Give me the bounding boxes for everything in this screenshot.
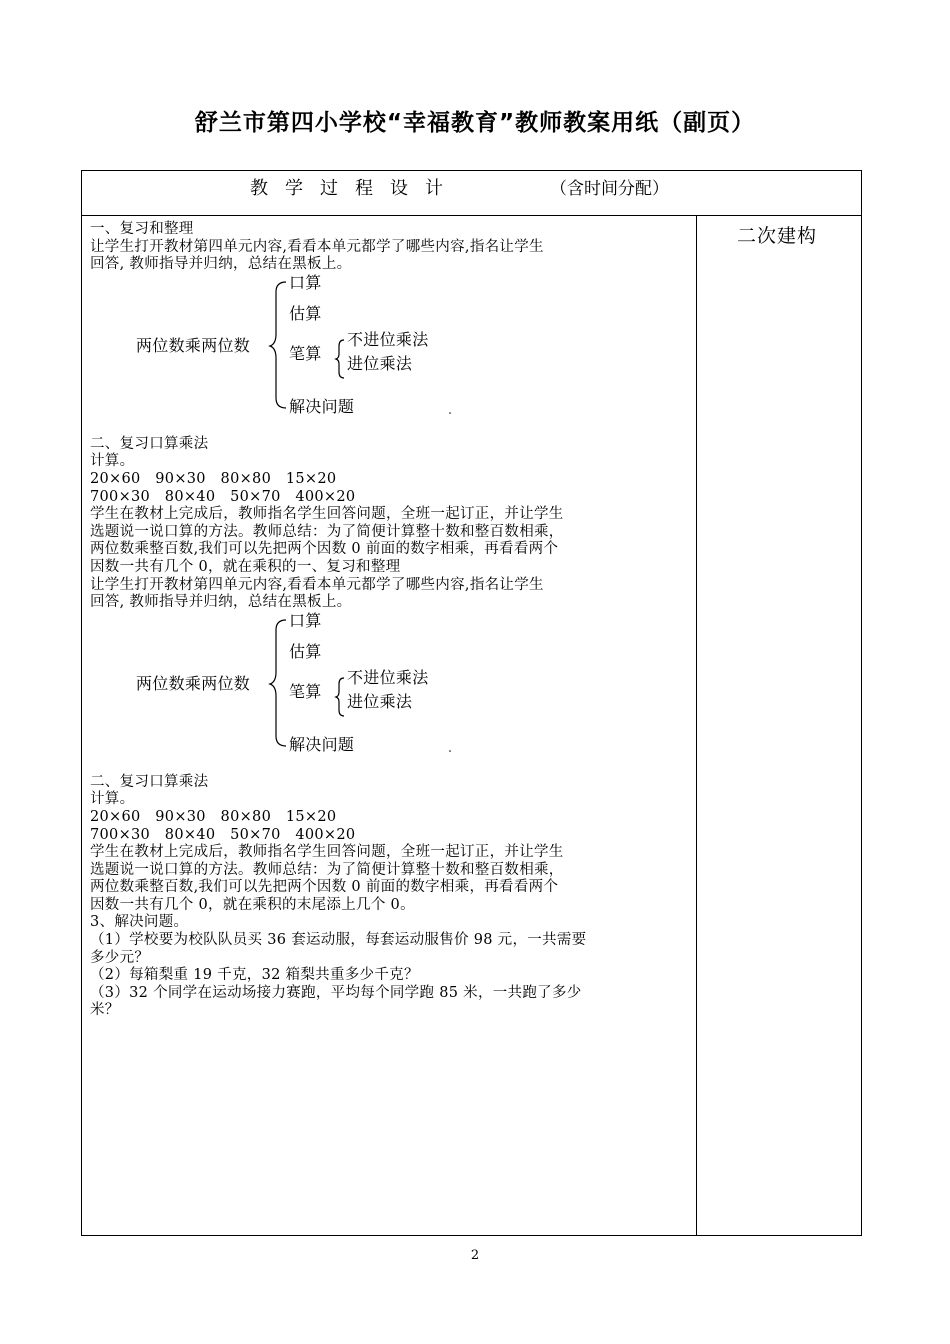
section-heading: 3、解决问题。 — [90, 914, 189, 931]
page-title: 舒兰市第四小学校“幸福教育”教师教案用纸（副页） — [194, 110, 756, 136]
diagram-sub-branch: 进位乘法 — [347, 691, 413, 711]
lesson-plan-table — [81, 170, 862, 1236]
diagram-branch: 估算 — [289, 641, 322, 661]
section-heading: 二、复习口算乘法 — [90, 773, 209, 790]
diagram-root: 两位数乘两位数 — [136, 673, 251, 693]
diagram-branch: 解决问题 — [289, 734, 355, 754]
question: （2）每箱梨重 19 千克，32 箱梨共重多少千克？ — [90, 967, 419, 984]
question: 多少元？ — [90, 949, 150, 966]
question: （3）32 个同学在运动场接力赛跑，平均每个同学跑 85 米，一共跑了多少 — [90, 984, 582, 1001]
diagram-branch: 口算 — [289, 610, 322, 630]
diagram-branch: 解决问题 — [289, 396, 355, 416]
header-note: （含时间分配） — [550, 179, 669, 199]
paragraph: 选题说一说口算的方法。教师总结：为了简便计算整十数和整百数相乘， — [90, 523, 564, 540]
paragraph: 计算。 — [90, 453, 135, 470]
paragraph: 因数一共有几个 0，就在乘积的一、复习和整理 — [90, 558, 401, 575]
page-number: 2 — [470, 1248, 480, 1263]
section-heading: 一、复习和整理 — [90, 221, 194, 237]
diagram-branch: 口算 — [289, 272, 322, 292]
question: 米？ — [90, 1002, 120, 1019]
calc-row: 700×30 80×40 50×70 400×20 — [90, 826, 356, 843]
paragraph: 学生在教材上完成后，教师指名学生回答问题，全班一起订正，并让学生 — [90, 506, 564, 523]
diagram-sub-branch: 不进位乘法 — [347, 329, 429, 349]
paragraph: 回答, 教师指导并归纳，总结在黑板上。 — [90, 256, 352, 273]
header-main: 教学过程设计 — [250, 178, 460, 199]
diagram-sub-branch: 不进位乘法 — [347, 667, 429, 687]
paragraph: 回答, 教师指导并归纳，总结在黑板上。 — [90, 594, 352, 611]
paragraph: 让学生打开教材第四单元内容,看看本单元都学了哪些内容,指名让学生 — [90, 238, 544, 255]
calc-row: 20×60 90×30 80×80 15×20 — [90, 470, 337, 487]
diagram-branch: 估算 — [289, 303, 322, 323]
calc-row: 20×60 90×30 80×80 15×20 — [90, 808, 337, 825]
knowledge-diagram — [90, 274, 690, 436]
paragraph: 因数一共有几个 0，就在乘积的末尾添上几个 0。 — [90, 896, 415, 913]
paragraph: 选题说一说口算的方法。教师总结：为了简便计算整十数和整百数相乘， — [90, 861, 564, 878]
lesson-content — [90, 221, 690, 1020]
calc-row: 700×30 80×40 50×70 400×20 — [90, 488, 356, 505]
paragraph: 让学生打开教材第四单元内容,看看本单元都学了哪些内容,指名让学生 — [90, 576, 544, 593]
diagram-root: 两位数乘两位数 — [136, 335, 251, 355]
knowledge-diagram — [90, 612, 690, 774]
paragraph: 学生在教材上完成后，教师指名学生回答问题，全班一起订正，并让学生 — [90, 844, 564, 861]
paragraph: 计算。 — [90, 791, 135, 808]
table-header — [82, 171, 861, 216]
diagram-branch: 笔算 — [289, 681, 322, 701]
paragraph: 两位数乘整百数,我们可以先把两个因数 0 前面的数字相乘，再看看两个 — [90, 879, 559, 896]
section-heading: 二、复习口算乘法 — [90, 435, 209, 452]
question: （1）学校要为校队队员买 36 套运动服，每套运动服售价 98 元，一共需要 — [90, 932, 587, 949]
diagram-branch: 笔算 — [289, 343, 322, 363]
side-column-label: 二次建构 — [737, 225, 818, 247]
column-divider — [696, 216, 697, 1235]
diagram-sub-branch: 进位乘法 — [347, 353, 413, 373]
paragraph: 两位数乘整百数,我们可以先把两个因数 0 前面的数字相乘，再看看两个 — [90, 541, 559, 558]
